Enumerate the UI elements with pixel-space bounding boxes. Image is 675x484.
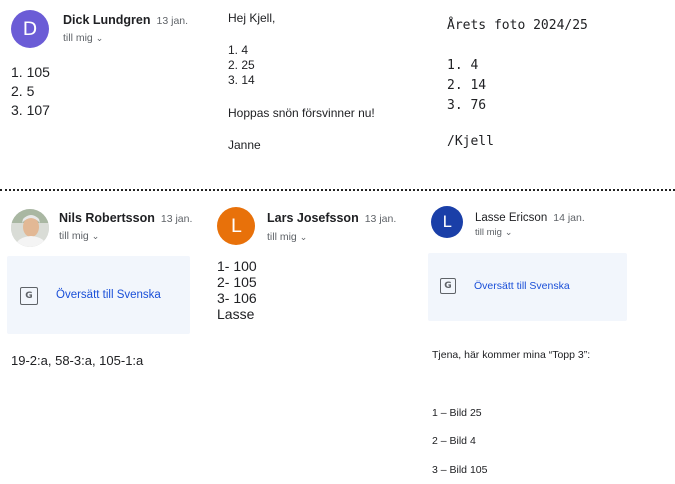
email-date: 14 jan. xyxy=(553,212,585,224)
signature: Lasse xyxy=(217,306,255,322)
page-title: Årets foto 2024/25 xyxy=(447,18,588,33)
profile-photo-icon xyxy=(11,209,49,247)
list-item: 1. 105 xyxy=(11,64,50,80)
signature: /Kjell xyxy=(447,134,494,149)
intro-text: Tjena, här kommer mina “Topp 3”: xyxy=(432,349,591,361)
translate-banner xyxy=(428,253,627,321)
chevron-down-icon[interactable]: ⌄ xyxy=(299,232,308,242)
sender-row xyxy=(267,209,396,227)
list-item: 2. 14 xyxy=(447,78,487,93)
list-item: 1. 4 xyxy=(447,58,479,73)
email-body: 19-2:a, 58-3:a, 105-1:a xyxy=(11,353,144,368)
email-date: 13 jan. xyxy=(160,213,193,225)
recipient-label: till mig xyxy=(475,227,502,238)
translate-icon: G xyxy=(20,287,38,305)
sender-name[interactable]: Lars Josefsson xyxy=(267,211,359,225)
recipient-label: till mig xyxy=(267,231,297,243)
recipient-dropdown[interactable] xyxy=(267,231,307,243)
chevron-down-icon[interactable]: ⌄ xyxy=(91,231,100,241)
list-item: 2 – Bild 4 xyxy=(432,435,476,447)
list-item: 2- 105 xyxy=(217,274,257,290)
sender-name[interactable]: Dick Lundgren xyxy=(63,13,151,27)
recipient-dropdown[interactable] xyxy=(59,230,99,242)
avatar[interactable] xyxy=(11,209,49,247)
list-item: 2. 5 xyxy=(11,83,35,99)
list-item: 3- 106 xyxy=(217,290,257,306)
chevron-down-icon[interactable]: ⌄ xyxy=(95,33,104,43)
list-item: 2. 25 xyxy=(228,58,255,72)
avatar[interactable]: L xyxy=(431,206,463,238)
recipient-label: till mig xyxy=(63,32,93,44)
translate-banner xyxy=(7,256,190,334)
avatar[interactable]: L xyxy=(217,207,255,245)
signature: Janne xyxy=(228,138,261,152)
avatar[interactable]: D xyxy=(11,10,49,48)
sender-row xyxy=(475,208,585,226)
recipient-dropdown[interactable] xyxy=(475,227,512,238)
list-item: 3. 76 xyxy=(447,98,487,113)
translate-icon: G xyxy=(440,278,456,294)
recipient-label: till mig xyxy=(59,230,89,242)
list-item: 1 – Bild 25 xyxy=(432,407,482,419)
email-body xyxy=(447,56,486,116)
list-item: 3. 14 xyxy=(228,73,255,87)
list-item: 3. 107 xyxy=(11,102,50,118)
email-date: 13 jan. xyxy=(364,213,397,225)
dotted-divider xyxy=(0,189,675,191)
sender-row xyxy=(63,11,188,29)
email-date: 13 jan. xyxy=(156,15,189,27)
sender-name[interactable]: Nils Robertsson xyxy=(59,211,155,225)
list-item: 1. 4 xyxy=(228,43,249,57)
chevron-down-icon[interactable]: ⌄ xyxy=(504,227,513,237)
email-body xyxy=(11,63,50,120)
translate-link[interactable]: Översätt till Svenska xyxy=(474,280,570,292)
sender-name[interactable]: Lasse Ericson xyxy=(475,212,548,224)
email-body xyxy=(228,43,255,88)
list-item: 3 – Bild 105 xyxy=(432,464,488,476)
recipient-dropdown[interactable] xyxy=(63,32,103,44)
message-text: Hoppas snön försvinner nu! xyxy=(228,106,375,120)
sender-row xyxy=(59,209,192,227)
greeting: Hej Kjell, xyxy=(228,11,276,25)
list-item: 1- 100 xyxy=(217,258,257,274)
translate-link[interactable]: Översätt till Svenska xyxy=(56,289,161,301)
email-body xyxy=(217,258,257,322)
